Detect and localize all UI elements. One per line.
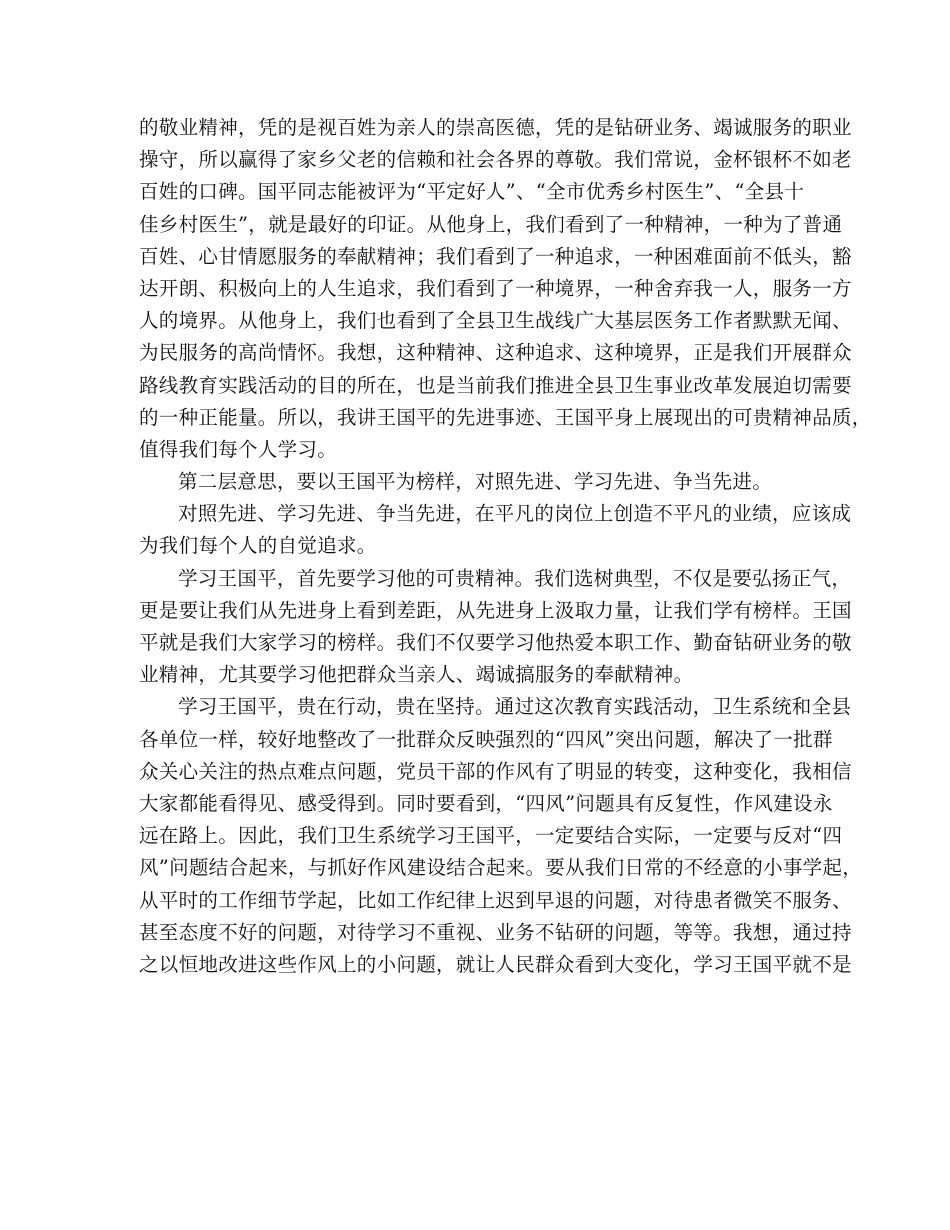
text-line: 为民服务的高尚情怀。我想，这种精神、这种追求、这种境界，正是我们开展群众 bbox=[139, 341, 852, 365]
text-line: 佳乡村医生”，就是最好的印证。从他身上，我们看到了一种精神，一种为了普通 bbox=[139, 212, 843, 236]
text-line: 之以恒地改进这些作风上的小问题，就让人民群众看到大变化，学习王国平就不是 bbox=[139, 952, 852, 976]
text-line: 业精神，尤其要学习他把群众当亲人、竭诚搞服务的奉献精神。 bbox=[139, 663, 694, 687]
paragraph-first-line: 第二层意思，要以王国平为榜样，对照先进、学习先进、争当先进。 bbox=[178, 470, 773, 494]
text-line: 的一种正能量。所以，我讲王国平的先进事迹、王国平身上展现出的可贵精神品质， bbox=[139, 405, 872, 429]
text-line: 平就是我们大家学习的榜样。我们不仅要学习他热爱本职工作、勤奋钻研业务的敬 bbox=[139, 631, 852, 654]
paragraph-first-line: 学习王国平，贵在行动，贵在坚持。通过这次教育实践活动，卫生系统和全县 bbox=[178, 695, 852, 719]
paragraph-first-line: 学习王国平，首先要学习他的可贵精神。我们选树典型，不仅是要弘扬正气， bbox=[178, 566, 852, 590]
text-line: 从平时的工作细节学起，比如工作纪律上迟到早退的问题，对待患者微笑不服务、 bbox=[139, 888, 852, 912]
text-line: 达开朗、积极向上的人生追求，我们看到了一种境界，一种舍弃我一人，服务一方 bbox=[139, 276, 852, 300]
text-line: 百姓的口碑。国平同志能被评为“平定好人”、“全市优秀乡村医生”、“全县十 bbox=[139, 180, 805, 204]
text-line: 的敬业精神，凭的是视百姓为亲人的崇高医德，凭的是钻研业务、竭诚服务的职业 bbox=[139, 116, 852, 139]
text-line: 为我们每个人的自觉追求。 bbox=[139, 534, 377, 558]
text-line: 更是要让我们从先进身上看到差距，从先进身上汲取力量，让我们学有榜样。王国 bbox=[139, 598, 852, 622]
text-line: 风”问题结合起来，与抓好作风建设结合起来。要从我们日常的不经意的小事学起， bbox=[139, 856, 863, 880]
document-body bbox=[139, 112, 872, 981]
text-line: 各单位一样，较好地整改了一批群众反映强烈的“四风”突出问题，解决了一批群 bbox=[139, 727, 833, 751]
text-line: 操守，所以赢得了家乡父老的信赖和社会各界的尊敬。我们常说，金杯银杯不如老 bbox=[139, 148, 852, 172]
text-line: 值得我们每个人学习。 bbox=[139, 437, 338, 461]
text-line: 众关心关注的热点难点问题，党员干部的作风有了明显的转变，这种变化，我相信 bbox=[139, 759, 852, 783]
text-line: 百姓、心甘情愿服务的奉献精神；我们看到了一种追求，一种困难面前不低头，豁 bbox=[139, 244, 852, 268]
paragraph-first-line: 对照先进、学习先进、争当先进，在平凡的岗位上创造不平凡的业绩，应该成 bbox=[178, 502, 852, 526]
text-line: 人的境界。从他身上，我们也看到了全县卫生战线广大基层医务工作者默默无闻、 bbox=[139, 309, 852, 333]
text-line: 甚至态度不好的问题，对待学习不重视、业务不钻研的问题，等等。我想，通过持 bbox=[139, 920, 852, 944]
text-line: 大家都能看得见、感受得到。同时要看到，“四风”问题具有反复性，作风建设永 bbox=[139, 791, 833, 815]
text-line: 远在路上。因此，我们卫生系统学习王国平，一定要结合实际，一定要与反对“四 bbox=[139, 824, 843, 848]
text-line: 路线教育实践活动的目的所在，也是当前我们推进全县卫生事业改革发展迫切需要 bbox=[139, 373, 852, 397]
